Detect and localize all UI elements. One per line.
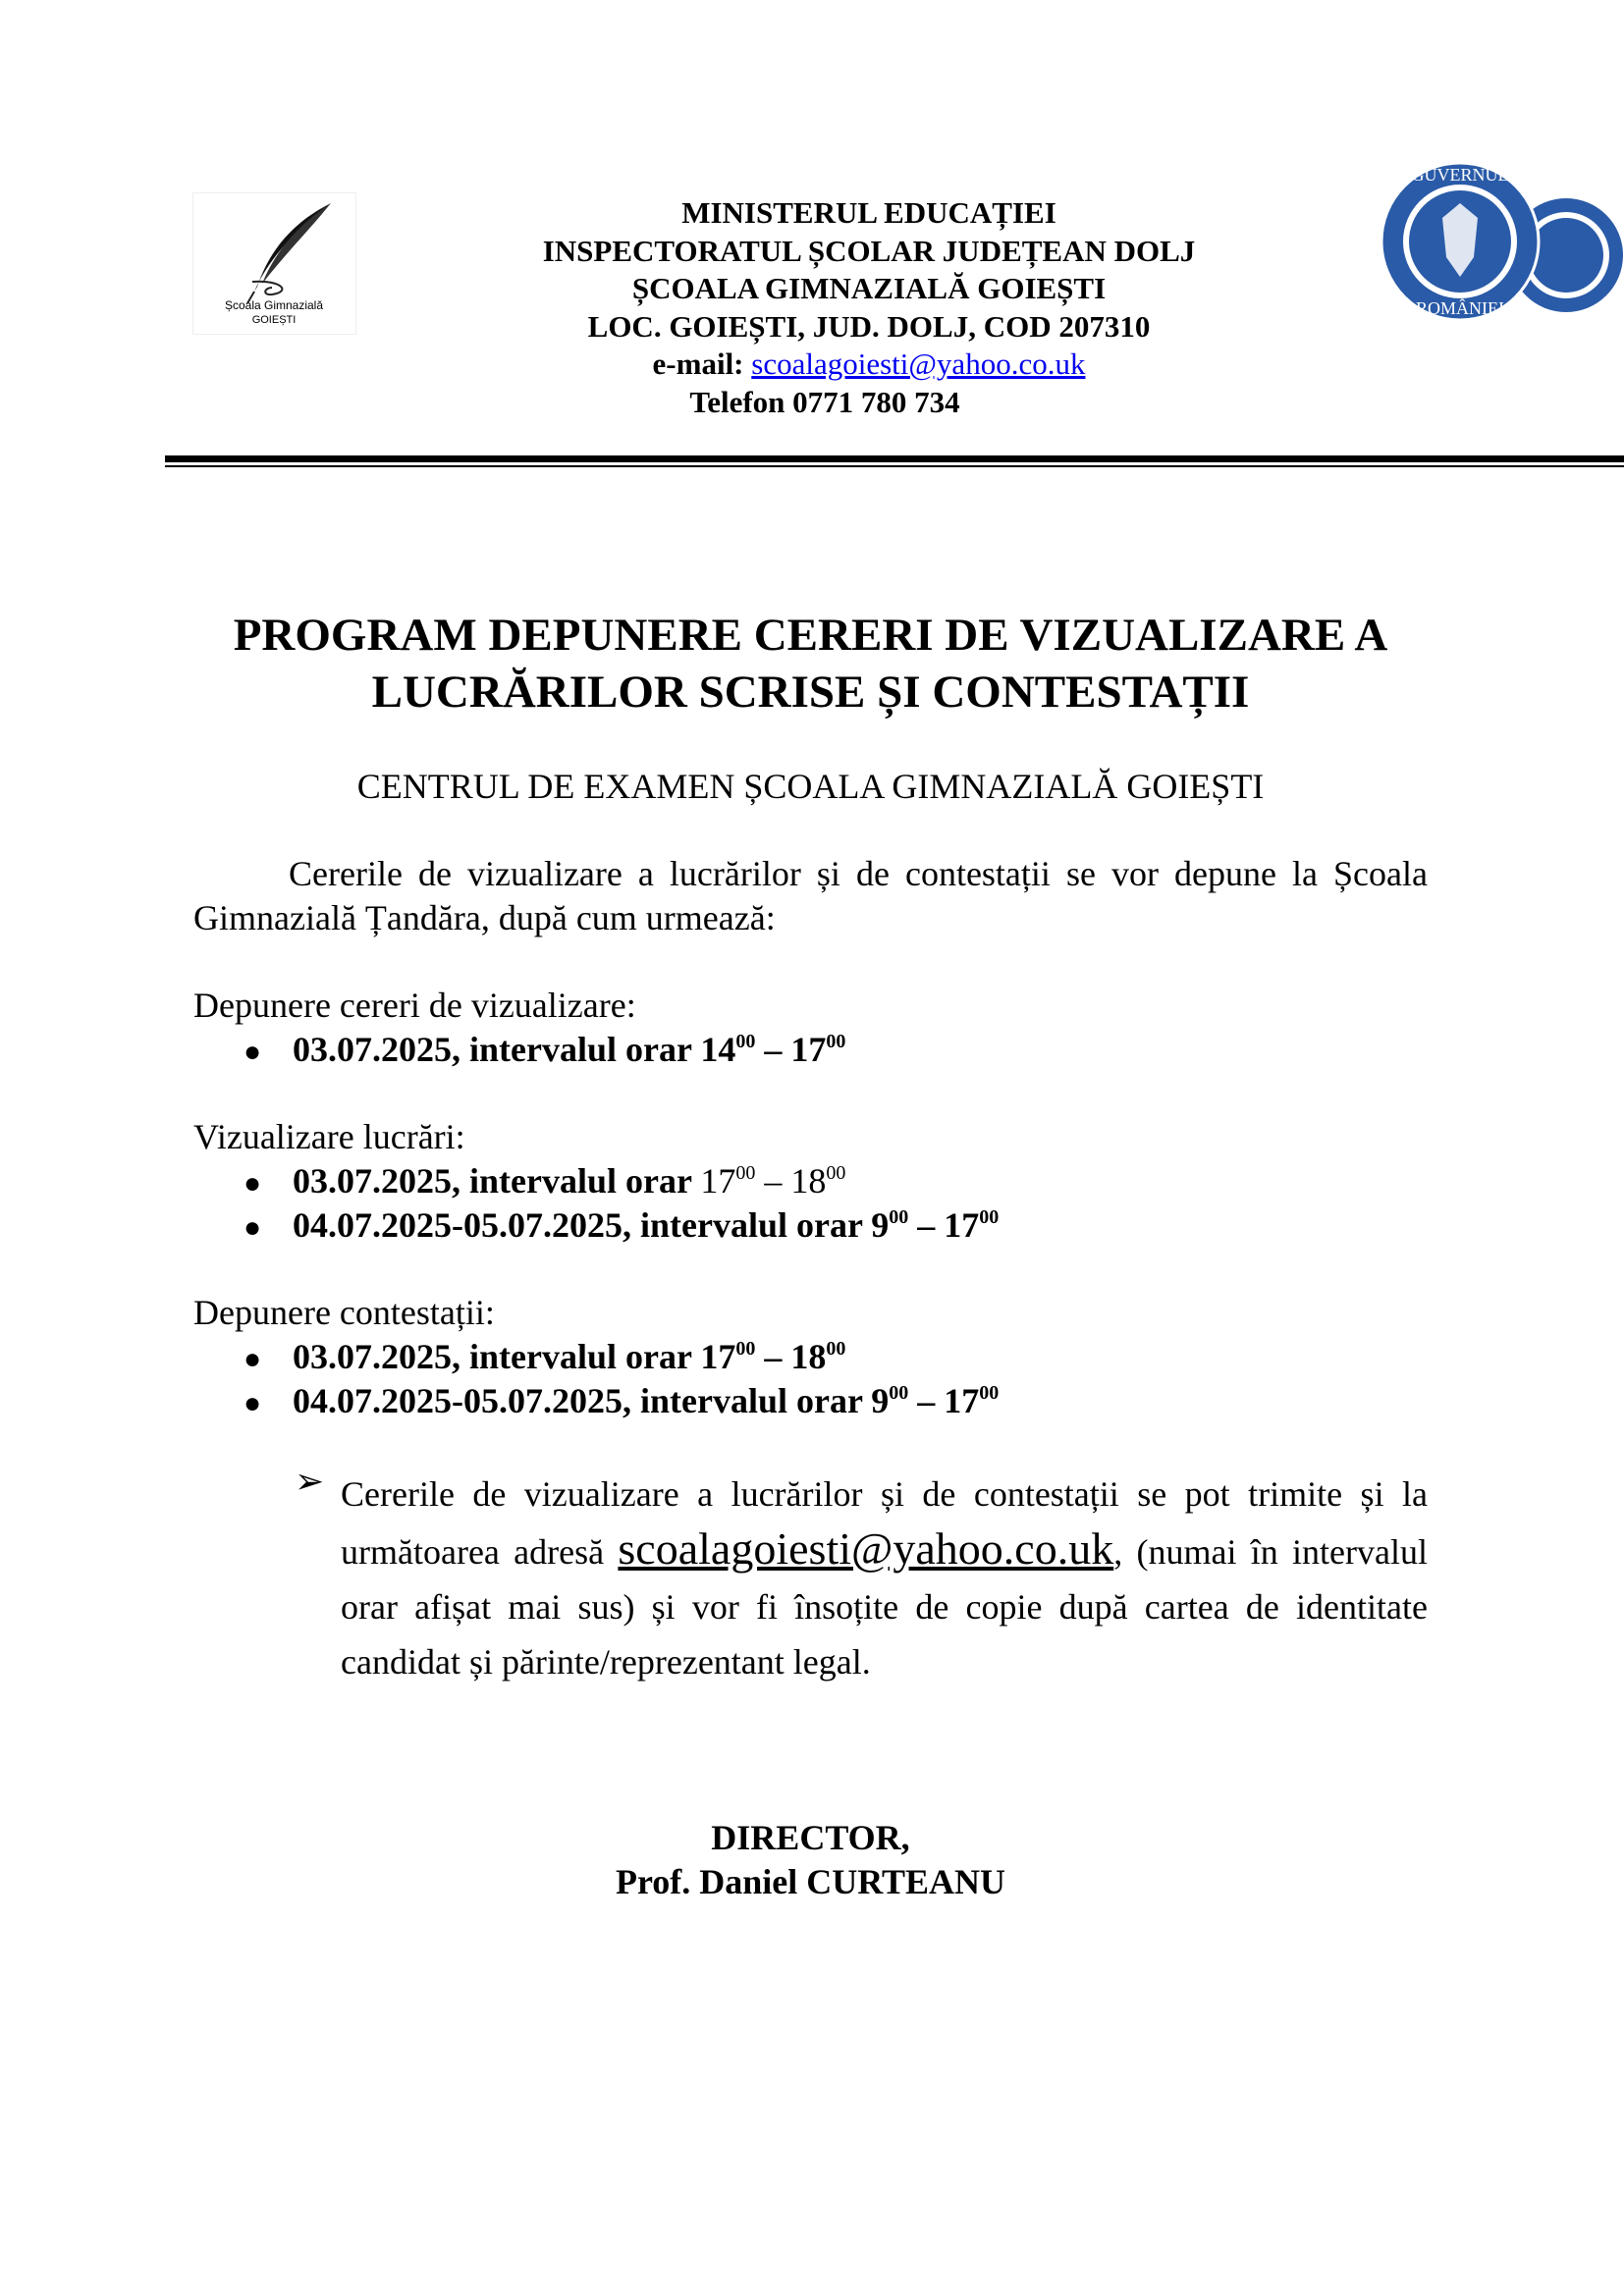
letterhead <box>422 194 1316 421</box>
time-to: 17 <box>944 1381 980 1420</box>
header-line: MINISTERUL EDUCAȚIEI <box>681 195 1056 230</box>
section-label: Depunere contestații: <box>193 1293 495 1332</box>
time-from-minutes: 00 <box>735 1338 756 1360</box>
header-line: LOC. GOIEȘTI, JUD. DOLJ, COD 207310 <box>587 308 1151 344</box>
header-email-line <box>422 346 1316 384</box>
item-time-range: $9^{00} - 17^{00}$ <box>871 1381 1000 1420</box>
bullet-icon: ● <box>244 1387 262 1419</box>
header-divider <box>165 455 1624 462</box>
email-link[interactable]: scoalagoiesti@yahoo.co.uk <box>751 347 1086 381</box>
signature-name: Prof. Daniel CURTEANU <box>615 1862 1006 1901</box>
email-label: e-mail: <box>652 347 744 381</box>
bullet-icon: ● <box>244 1167 262 1200</box>
time-to-minutes: 00 <box>979 1206 1000 1228</box>
section-label: Depunere cereri de vizualizare: <box>193 986 636 1025</box>
schedule-item <box>244 1028 845 1074</box>
time-to-minutes: 00 <box>979 1382 1000 1404</box>
logo-text-1: Școala Gimnazială <box>224 298 324 312</box>
item-date: 03.07.2025, intervalul orar <box>293 1337 701 1376</box>
government-seal <box>1380 159 1624 336</box>
arrow-bullet-icon: ➢ <box>295 1462 325 1501</box>
item-date: 04.07.2025-05.07.2025, intervalul orar <box>293 1205 872 1245</box>
header-line: INSPECTORATUL ȘCOLAR JUDEȚEAN DOLJ <box>542 233 1196 268</box>
exam-center: CENTRUL DE EXAMEN ȘCOALA GIMNAZIALĂ GOIEȘTI <box>356 767 1265 806</box>
time-to-minutes: 00 <box>826 1338 846 1360</box>
item-time-range: $14^{00} - 17^{00}$ <box>700 1030 846 1069</box>
item-time-range: $17^{00} - 18^{00}$ <box>700 1161 846 1201</box>
note-email-link[interactable]: scoalagoiesti@yahoo.co.uk <box>618 1523 1114 1574</box>
time-to: 17 <box>790 1030 827 1069</box>
seal-text-bottom: ROMÂNIEI <box>1416 298 1504 318</box>
bullet-icon: ● <box>244 1211 262 1244</box>
time-from: 17 <box>700 1161 736 1201</box>
intro-paragraph: Cererile de vizualizare a lucrărilor și de contestații se vor depune la Școala Gimnazială Țandăra, după cum urmează: <box>193 854 1428 937</box>
time-from: 9 <box>871 1381 890 1420</box>
logo-text-2: GOIEȘTI <box>251 314 297 326</box>
item-time-range: $9^{00} - 17^{00}$ <box>871 1205 1000 1245</box>
schedule-item <box>244 1203 999 1250</box>
header-phone: Telefon 0771 780 734 <box>689 384 960 419</box>
title-line: PROGRAM DEPUNERE CERERI DE VIZUALIZARE A <box>233 610 1388 661</box>
time-to: 18 <box>790 1337 827 1376</box>
time-from-minutes: 00 <box>735 1162 756 1184</box>
schedule-item <box>244 1335 845 1381</box>
bullet-icon: ● <box>244 1343 262 1375</box>
document-title <box>193 607 1428 721</box>
item-date: 04.07.2025-05.07.2025, intervalul orar <box>293 1381 872 1420</box>
schedule-item <box>244 1379 999 1425</box>
item-date: 03.07.2025, intervalul orar <box>293 1030 701 1069</box>
item-time-range: $17^{00} - 18^{00}$ <box>700 1337 846 1376</box>
note-paragraph <box>341 1467 1428 1689</box>
title-line: LUCRĂRILOR SCRISE ȘI CONTESTAȚII <box>371 667 1250 718</box>
bullet-icon: ● <box>244 1036 262 1068</box>
time-from-minutes: 00 <box>889 1206 909 1228</box>
time-from: 14 <box>700 1030 736 1069</box>
schedule-item <box>244 1159 845 1205</box>
time-from: 17 <box>700 1337 736 1376</box>
item-date: 03.07.2025, intervalul orar <box>293 1161 701 1201</box>
signature-role: DIRECTOR, <box>711 1818 910 1857</box>
header-line: ȘCOALA GIMNAZIALĂ GOIEȘTI <box>631 271 1107 305</box>
time-from-minutes: 00 <box>735 1031 756 1052</box>
time-from-minutes: 00 <box>889 1382 909 1404</box>
note-text: Cererile de vizualizare a lucrărilor și de contestații se pot trimite și la următoarea adresă <box>341 1474 1428 1572</box>
school-logo <box>192 192 356 335</box>
time-to-minutes: 00 <box>826 1162 846 1184</box>
time-to: 18 <box>790 1161 827 1201</box>
quill-icon <box>193 193 355 334</box>
section-label: Vizualizare lucrări: <box>193 1117 465 1156</box>
time-to: 17 <box>944 1205 980 1245</box>
note-text: , (numai în intervalul orar afișat mai sus) și vor fi însoțite de copie după cartea de identitate candidat și părinte/reprezentant legal. <box>341 1532 1428 1682</box>
signature <box>193 1816 1428 1904</box>
time-from: 9 <box>871 1205 890 1245</box>
header-divider-thin <box>165 465 1624 467</box>
seal-text-top: GUVERNUL <box>1411 165 1509 185</box>
time-to-minutes: 00 <box>826 1031 846 1052</box>
